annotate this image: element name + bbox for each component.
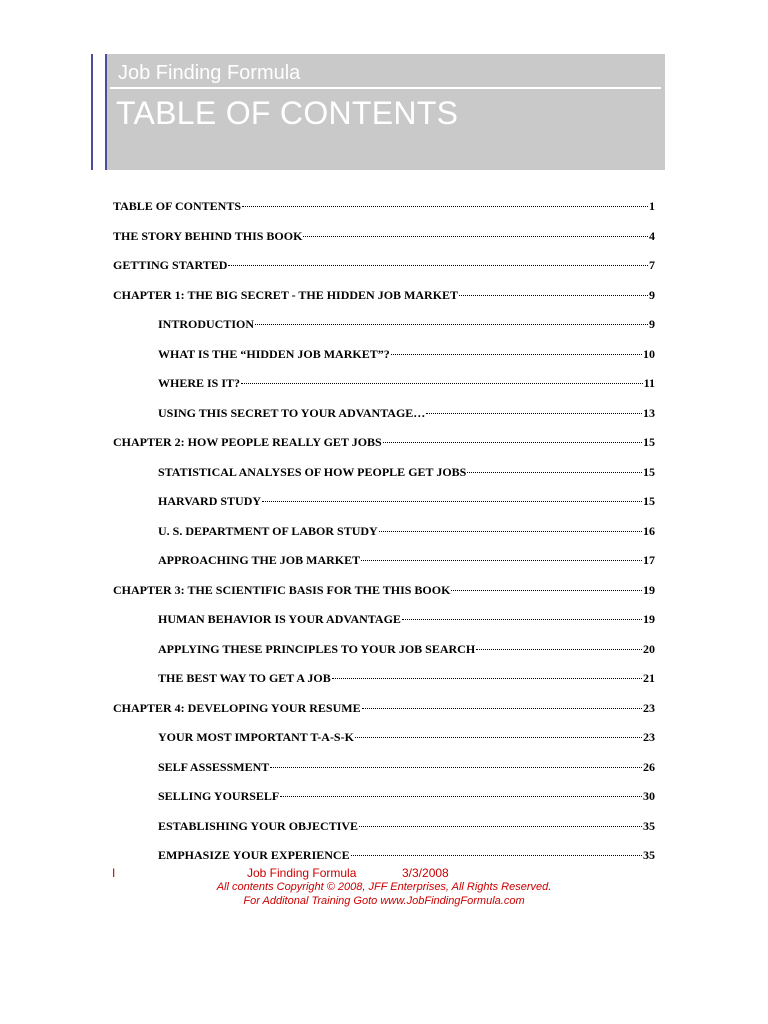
toc-entry-label: SELF ASSESSMENT <box>158 760 270 774</box>
toc-entry-page: 16 <box>643 524 655 538</box>
toc-dot-leader <box>361 549 642 561</box>
toc-dot-leader <box>402 608 642 620</box>
toc-dot-leader <box>379 520 642 532</box>
toc-entry-page: 35 <box>643 819 655 833</box>
toc-entry[interactable] <box>158 405 655 421</box>
toc-dot-leader <box>303 225 648 237</box>
toc-entry-label: WHAT IS THE “HIDDEN JOB MARKET”? <box>158 347 390 361</box>
toc-entry-page: 19 <box>643 612 655 626</box>
toc-entry-page: 15 <box>643 494 655 508</box>
toc-entry-label: CHAPTER 1: THE BIG SECRET - THE HIDDEN JOB MARKET <box>113 288 459 302</box>
header-horizontal-rule <box>110 87 661 89</box>
toc-dot-leader <box>228 254 648 266</box>
toc-entry[interactable] <box>113 434 655 450</box>
footer-copyright: All contents Copyright © 2008, JFF Enterprises, All Rights Reserved. <box>216 881 552 893</box>
toc-entry-label: SELLING YOURSELF <box>158 789 280 803</box>
toc-entry[interactable] <box>113 228 655 244</box>
toc-entry[interactable] <box>158 346 655 362</box>
toc-entry-page: 21 <box>643 671 655 685</box>
toc-entry[interactable] <box>158 464 655 480</box>
toc-entry-page: 10 <box>643 347 655 361</box>
toc-entry-page: 23 <box>643 701 655 715</box>
toc-dot-leader <box>280 785 642 797</box>
toc-entry-label: U. S. DEPARTMENT OF LABOR STUDY <box>158 524 378 538</box>
toc-dot-leader <box>383 431 642 443</box>
toc-entry-page: 1 <box>649 199 655 213</box>
toc-entry-page: 11 <box>643 376 655 390</box>
toc-entry-label: STATISTICAL ANALYSES OF HOW PEOPLE GET JOBS <box>158 465 467 479</box>
toc-entry-label: APPLYING THESE PRINCIPLES TO YOUR JOB SEARCH <box>158 642 476 656</box>
toc-dot-leader <box>262 490 642 502</box>
toc-entry-page: 7 <box>649 258 655 272</box>
header-subtitle: Job Finding Formula <box>118 62 301 84</box>
toc-entry-page: 13 <box>643 406 655 420</box>
toc-entry[interactable] <box>113 700 655 716</box>
toc-entry-label: HUMAN BEHAVIOR IS YOUR ADVANTAGE <box>158 612 401 626</box>
toc-dot-leader <box>476 638 642 650</box>
toc-entry-label: INTRODUCTION <box>158 317 255 331</box>
toc-entry-page: 23 <box>643 730 655 744</box>
toc-entry[interactable] <box>158 729 655 745</box>
toc-dot-leader <box>270 756 642 768</box>
toc-entry[interactable] <box>158 847 655 863</box>
toc-entry-page: 30 <box>643 789 655 803</box>
toc-dot-leader <box>391 343 642 355</box>
toc-entry[interactable] <box>113 582 655 598</box>
toc-entry[interactable] <box>158 611 655 627</box>
toc-entry-label: ESTABLISHING YOUR OBJECTIVE <box>158 819 359 833</box>
toc-entry-page: 4 <box>649 229 655 243</box>
toc-dot-leader <box>255 313 648 325</box>
footer-title: Job Finding Formula <box>247 866 357 880</box>
toc-entry[interactable] <box>158 523 655 539</box>
toc-entry-label: HARVARD STUDY <box>158 494 262 508</box>
toc-entry[interactable] <box>158 316 655 332</box>
toc-entry-label: CHAPTER 3: THE SCIENTIFIC BASIS FOR THE THIS BOOK <box>113 583 451 597</box>
toc-entry-label: CHAPTER 4: DEVELOPING YOUR RESUME <box>113 701 361 715</box>
toc-entry[interactable] <box>158 641 655 657</box>
toc-dot-leader <box>362 697 642 709</box>
toc-entry-label: EMPHASIZE YOUR EXPERIENCE <box>158 848 350 862</box>
toc-entry-page: 19 <box>643 583 655 597</box>
toc-entry-label: APPROACHING THE JOB MARKET <box>158 553 361 567</box>
toc-dot-leader <box>332 667 642 679</box>
toc-dot-leader <box>242 195 648 207</box>
toc-entry-label: CHAPTER 2: HOW PEOPLE REALLY GET JOBS <box>113 435 382 449</box>
toc-entry[interactable] <box>113 287 655 303</box>
toc-entry[interactable] <box>158 493 655 509</box>
toc-entry-page: 20 <box>643 642 655 656</box>
toc-entry-page: 17 <box>643 553 655 567</box>
toc-entry-page: 15 <box>643 435 655 449</box>
toc-dot-leader <box>241 372 643 384</box>
toc-entry[interactable] <box>158 788 655 804</box>
toc-entry-label: TABLE OF CONTENTS <box>113 199 242 213</box>
toc-dot-leader <box>351 844 642 856</box>
page-title: TABLE OF CONTENTS <box>116 95 459 131</box>
toc-entry[interactable] <box>113 257 655 273</box>
toc-dot-leader <box>451 579 642 591</box>
toc-entry[interactable] <box>158 670 655 686</box>
toc-entry-page: 9 <box>649 288 655 302</box>
toc-entry-label: THE BEST WAY TO GET A JOB <box>158 671 331 685</box>
toc-entry-page: 15 <box>643 465 655 479</box>
toc-entry[interactable] <box>113 198 655 214</box>
toc-dot-leader <box>355 726 642 738</box>
toc-entry-label: GETTING STARTED <box>113 258 228 272</box>
footer-page-number: I <box>112 866 116 880</box>
toc-entry-page: 26 <box>643 760 655 774</box>
toc-entry[interactable] <box>158 759 655 775</box>
toc-dot-leader <box>459 284 648 296</box>
toc-entry[interactable] <box>158 552 655 568</box>
toc-dot-leader <box>359 815 642 827</box>
toc-dot-leader <box>426 402 642 414</box>
toc-entry-label: WHERE IS IT? <box>158 376 241 390</box>
toc-entry-label: USING THIS SECRET TO YOUR ADVANTAGE… <box>158 406 426 420</box>
header-vertical-rule <box>105 54 107 170</box>
toc-entry[interactable] <box>158 375 655 391</box>
toc-entry-label: THE STORY BEHIND THIS BOOK <box>113 229 303 243</box>
toc-entry-page: 9 <box>649 317 655 331</box>
toc-entry[interactable] <box>158 818 655 834</box>
footer-training-link[interactable]: For Additonal Training Goto www.JobFindingFormula.com <box>243 895 525 907</box>
toc-dot-leader <box>467 461 642 473</box>
toc-entry-label: YOUR MOST IMPORTANT T-A-S-K <box>158 730 354 744</box>
toc-entry-page: 35 <box>643 848 655 862</box>
footer-date: 3/3/2008 <box>402 866 449 880</box>
